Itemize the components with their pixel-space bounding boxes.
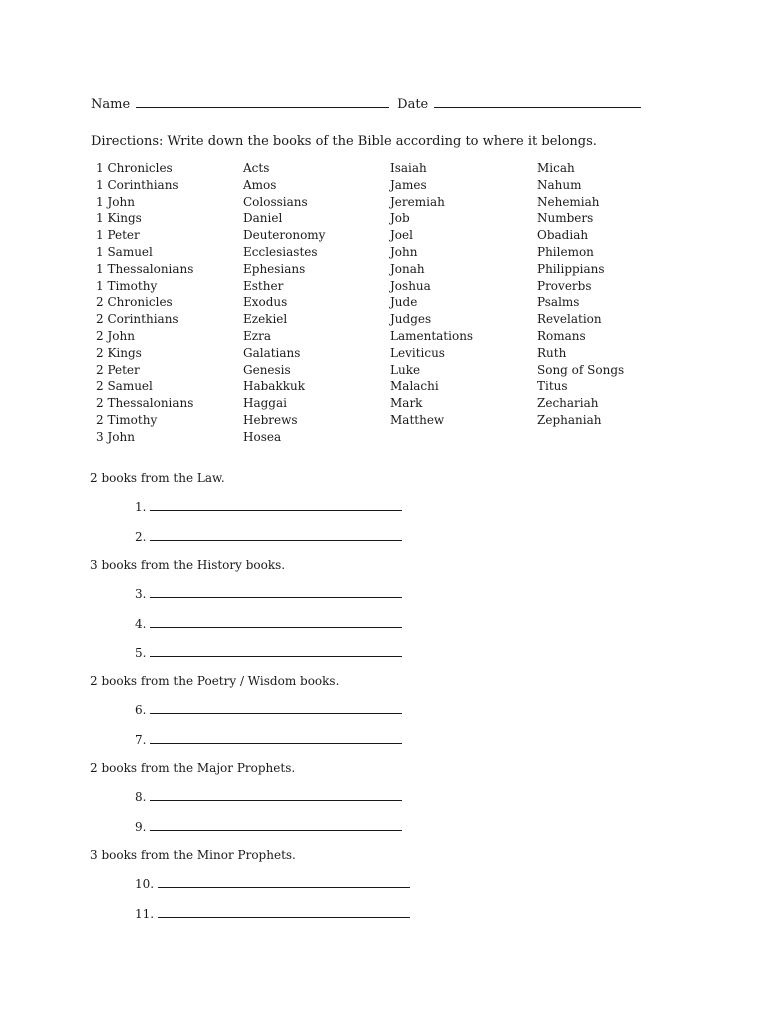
book-item: Matthew xyxy=(390,412,445,427)
answer-number: 10. xyxy=(135,877,155,891)
answer-blank[interactable] xyxy=(150,788,402,801)
book-item: Philemon xyxy=(537,244,594,259)
book-item: Nahum xyxy=(537,177,582,192)
book-item: Habakkuk xyxy=(243,379,305,394)
book-item: 1 Kings xyxy=(96,211,142,226)
book-item: Zechariah xyxy=(537,396,599,411)
book-item: 2 John xyxy=(96,328,135,343)
book-item: 2 Peter xyxy=(96,362,140,377)
book-item: Luke xyxy=(390,362,421,377)
book-item: Ecclesiastes xyxy=(243,244,318,259)
book-item: Song of Songs xyxy=(537,362,625,377)
book-item: Ezekiel xyxy=(243,312,288,327)
book-item: 1 Timothy xyxy=(96,278,158,293)
answer-blank[interactable] xyxy=(150,498,402,511)
book-item: Galatians xyxy=(243,345,301,360)
book-item: Hebrews xyxy=(243,412,298,427)
book-item: 2 Timothy xyxy=(96,412,158,427)
book-item: Nehemiah xyxy=(537,194,600,209)
book-item: Isaiah xyxy=(390,161,427,175)
section-title: 2 books from the Law. xyxy=(90,471,225,485)
book-item: 2 Samuel xyxy=(96,379,153,394)
book-column xyxy=(96,160,241,446)
book-item: Lamentations xyxy=(390,328,474,343)
book-item: Romans xyxy=(537,328,586,343)
book-item: 1 John xyxy=(96,194,135,209)
book-column xyxy=(243,160,388,446)
answer-blank[interactable] xyxy=(150,615,402,628)
book-item: Jude xyxy=(390,295,418,310)
answer-number: 5. xyxy=(135,646,147,660)
book-item: Malachi xyxy=(390,379,439,394)
book-item: Ezra xyxy=(243,328,271,343)
book-item: Zephaniah xyxy=(537,412,602,427)
book-item: Judges xyxy=(390,312,432,327)
book-item: Hosea xyxy=(243,429,282,444)
book-item: Obadiah xyxy=(537,228,589,243)
book-item: Jeremiah xyxy=(390,194,445,209)
answer-blank[interactable] xyxy=(150,528,402,541)
section-title: 2 books from the Major Prophets. xyxy=(90,761,296,775)
book-item: Acts xyxy=(243,161,270,175)
book-item: Ephesians xyxy=(243,261,306,276)
book-item: Leviticus xyxy=(390,345,445,360)
book-item: Joshua xyxy=(390,278,431,293)
date-label: Date xyxy=(397,97,429,112)
book-item: Colossians xyxy=(243,194,308,209)
section-title: 2 books from the Poetry / Wisdom books. xyxy=(90,674,340,688)
answer-blank[interactable] xyxy=(150,818,402,831)
book-item: Psalms xyxy=(537,295,580,310)
answer-blank[interactable] xyxy=(150,701,402,714)
header-row xyxy=(91,95,641,112)
answer-line[interactable] xyxy=(135,788,402,804)
section-title: 3 books from the Minor Prophets. xyxy=(90,848,296,862)
book-item: Micah xyxy=(537,161,575,175)
answer-line[interactable] xyxy=(135,818,402,834)
book-item: 1 Chronicles xyxy=(96,161,173,175)
book-item: Haggai xyxy=(243,396,287,411)
answer-line[interactable] xyxy=(135,528,402,544)
book-item: Jonah xyxy=(390,261,425,276)
book-item: Joel xyxy=(390,228,413,243)
answer-number: 11. xyxy=(135,907,155,921)
book-item: Job xyxy=(390,211,410,226)
book-item: Revelation xyxy=(537,312,602,327)
book-column xyxy=(390,160,535,429)
answer-number: 3. xyxy=(135,587,147,601)
book-column xyxy=(537,160,682,429)
book-item: 1 Samuel xyxy=(96,244,153,259)
answer-number: 6. xyxy=(135,703,147,717)
answer-line[interactable] xyxy=(135,585,402,601)
answer-line[interactable] xyxy=(135,875,410,891)
answer-number: 7. xyxy=(135,733,147,747)
answer-blank[interactable] xyxy=(158,905,410,918)
answer-line[interactable] xyxy=(135,731,402,747)
book-item: 2 Kings xyxy=(96,345,142,360)
directions-text: Directions: Write down the books of the Bible according to where it belongs. xyxy=(91,134,597,149)
book-item: Titus xyxy=(537,379,568,394)
book-item: 2 Chronicles xyxy=(96,295,173,310)
answer-line[interactable] xyxy=(135,498,402,514)
name-blank-line xyxy=(136,95,389,108)
answer-line[interactable] xyxy=(135,615,402,631)
book-item: 2 Thessalonians xyxy=(96,396,194,411)
book-item: 1 Peter xyxy=(96,228,140,243)
answer-number: 2. xyxy=(135,530,147,544)
book-item: Philippians xyxy=(537,261,605,276)
book-item: 1 Corinthians xyxy=(96,177,179,192)
book-item: 3 John xyxy=(96,429,135,444)
book-item: 1 Thessalonians xyxy=(96,261,194,276)
book-item: Proverbs xyxy=(537,278,592,293)
answer-blank[interactable] xyxy=(150,731,402,744)
answer-number: 1. xyxy=(135,500,147,514)
answer-blank[interactable] xyxy=(150,644,402,657)
answer-line[interactable] xyxy=(135,701,402,717)
book-item: Esther xyxy=(243,278,284,293)
answer-number: 9. xyxy=(135,820,147,834)
book-item: Mark xyxy=(390,396,423,411)
book-item: Genesis xyxy=(243,362,291,377)
book-item: Amos xyxy=(243,177,277,192)
name-label: Name xyxy=(91,97,131,112)
book-item: James xyxy=(390,177,427,192)
answer-line[interactable] xyxy=(135,905,410,921)
answer-blank[interactable] xyxy=(150,585,402,598)
book-item: 2 Corinthians xyxy=(96,312,179,327)
book-item: Numbers xyxy=(537,211,594,226)
book-item: Ruth xyxy=(537,345,567,360)
book-item: Exodus xyxy=(243,295,288,310)
answer-number: 8. xyxy=(135,790,147,804)
answer-number: 4. xyxy=(135,617,147,631)
date-blank-line xyxy=(434,95,641,108)
book-item: Daniel xyxy=(243,211,283,226)
answer-blank[interactable] xyxy=(158,875,410,888)
answer-line[interactable] xyxy=(135,644,402,660)
book-item: John xyxy=(390,244,418,259)
section-title: 3 books from the History books. xyxy=(90,558,286,572)
book-item: Deuteronomy xyxy=(243,228,326,243)
